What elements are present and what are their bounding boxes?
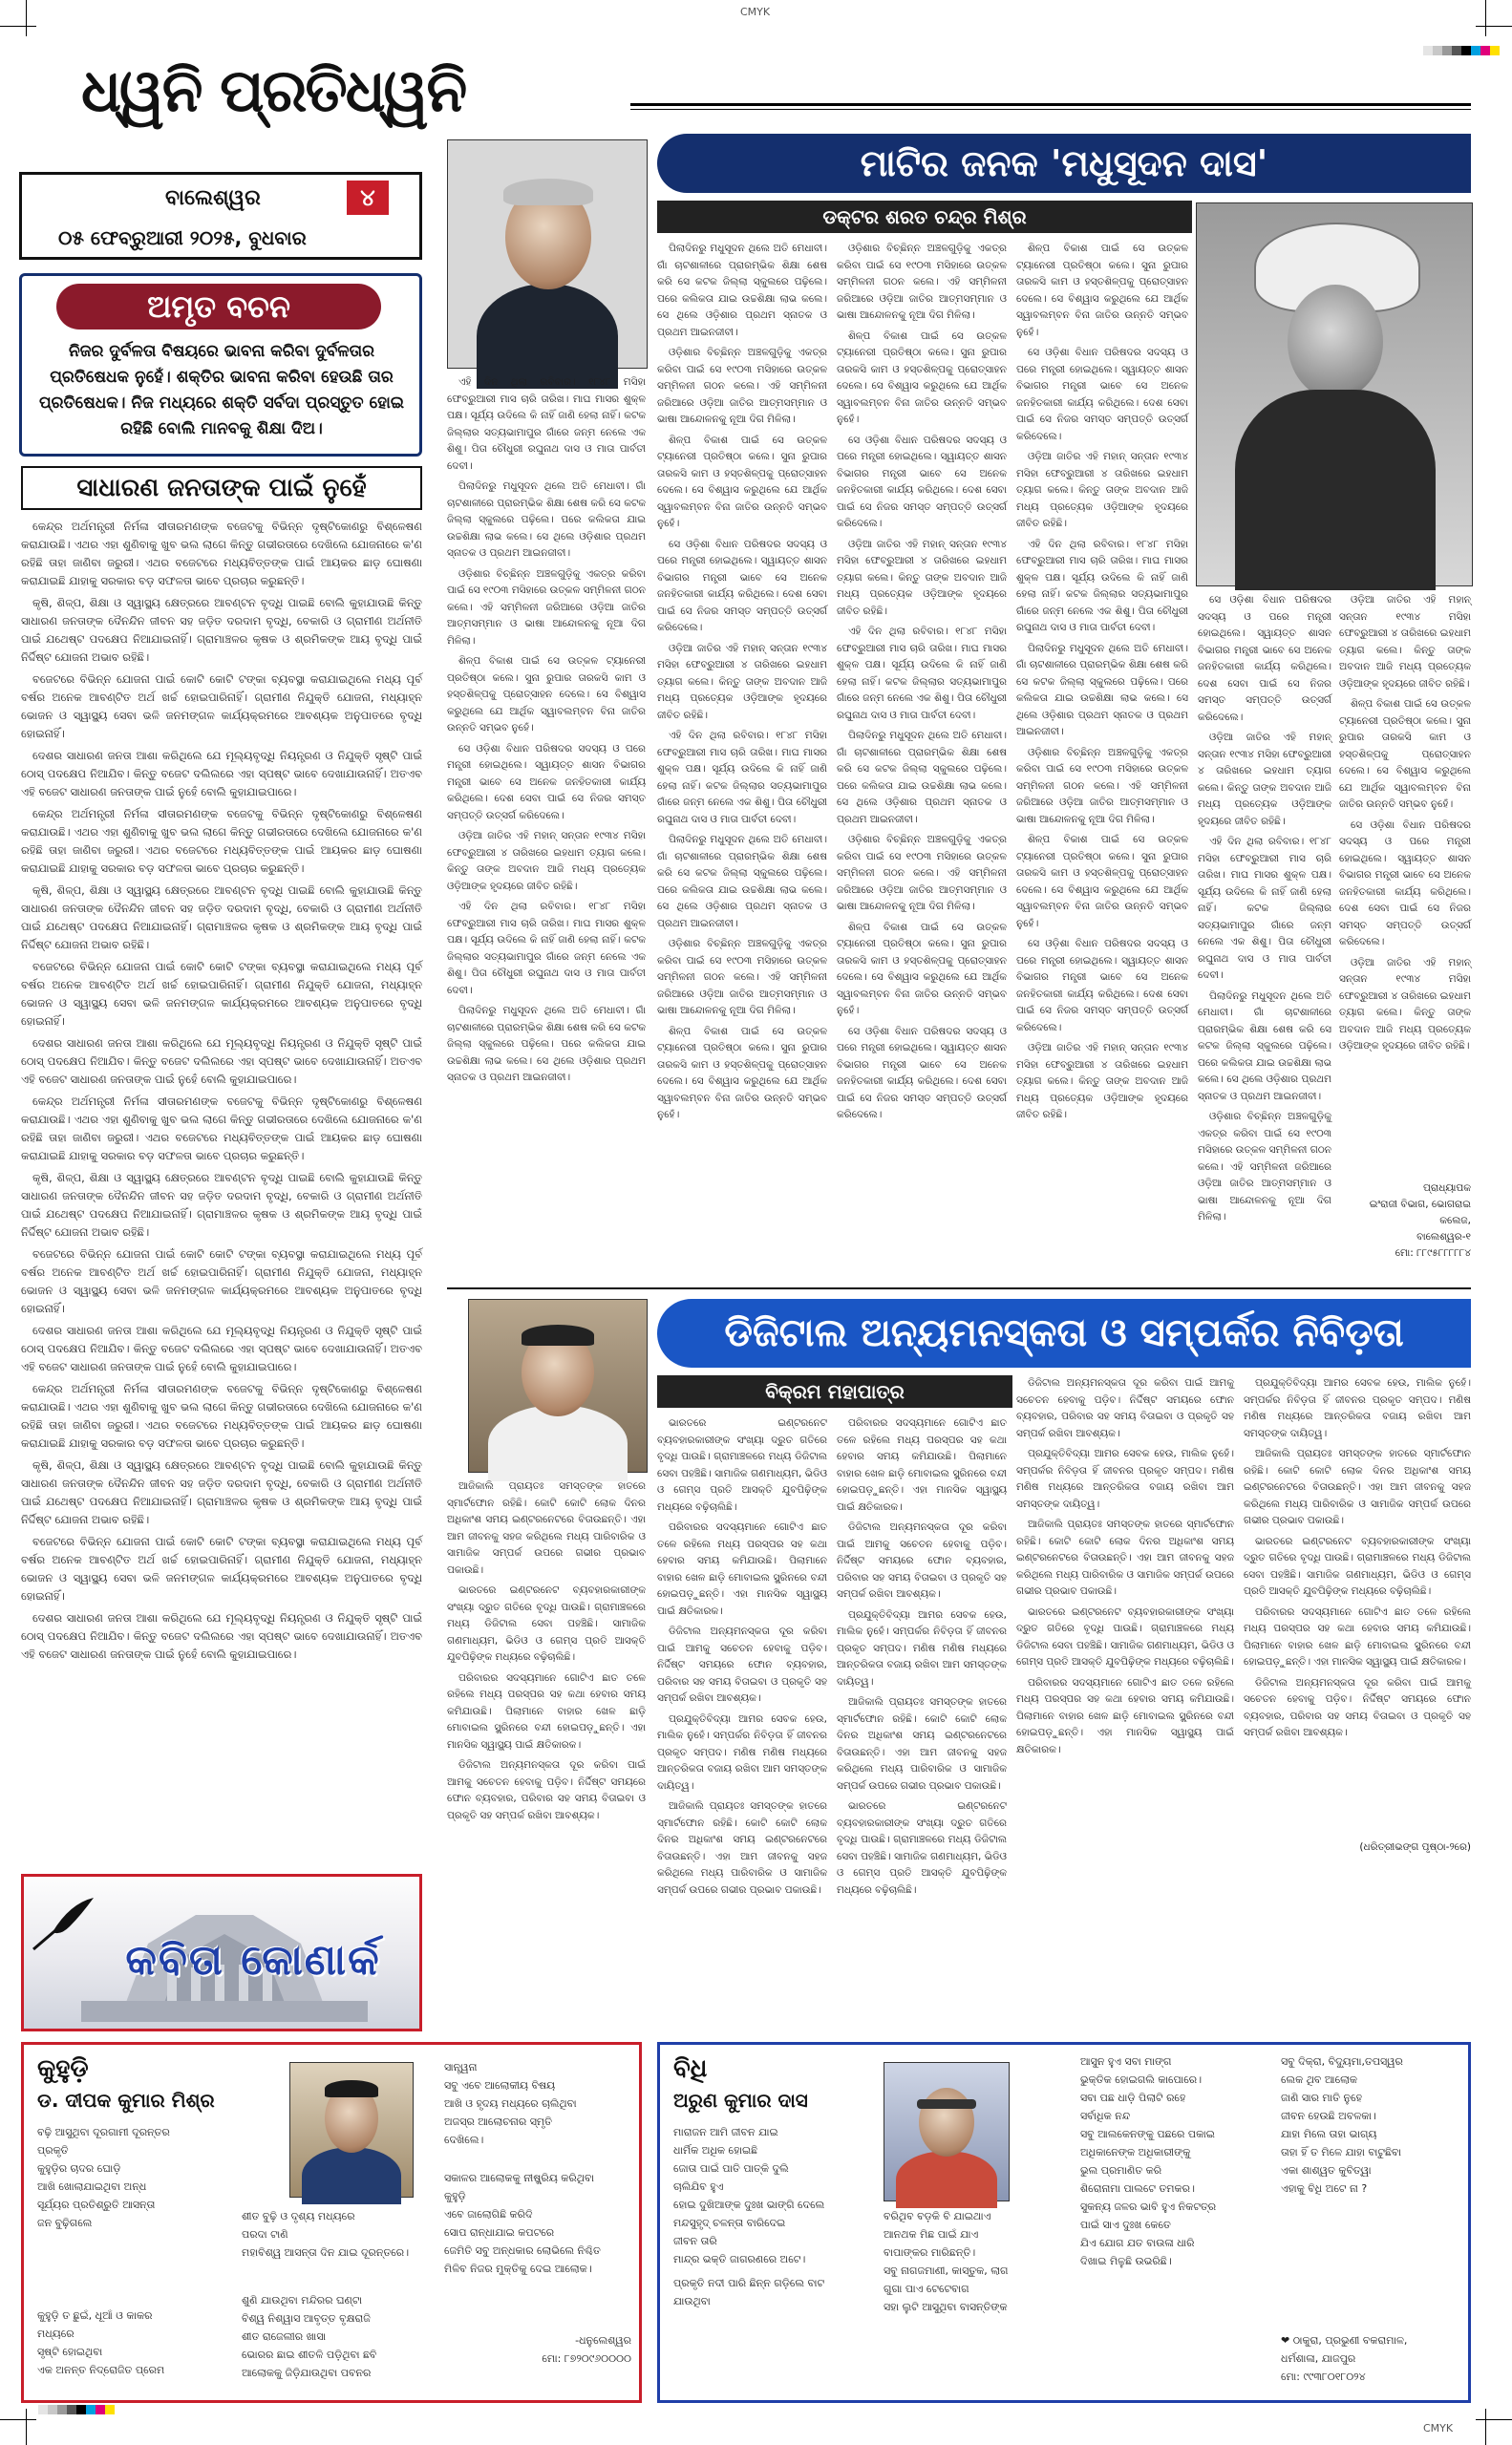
amruta-box: [19, 273, 422, 457]
madhusudan-paragraph: ପିଲାଦିନରୁ ମଧୁସୂଦନ ଥିଲେ ଅତି ମେଧାବୀ। ଗାଁ ଚାଟଶାଳୀରେ ପ୍ରାରମ୍ଭିକ ଶିକ୍ଷା ଶେଷ କରି ସେ କଟକ ଜିଲ୍ଲା ସ୍କୁଲରେ ପଢ଼ିଲେ। ପରେ କଲିକତା ଯାଇ ଉଚ୍ଚଶିକ୍ଷା ଲାଭ କଲେ। ସେ ଥିଲେ ଓଡ଼ିଶାର ପ୍ରଥମ ସ୍ନାତକ ଓ ପ୍ରଥମ ଆଇନଜୀବୀ।: [1198, 989, 1331, 1102]
digital-paragraph: ଡିଜିଟାଲ ଅନ୍ୟମନସ୍କତା ଦୂର କରିବା ପାଇଁ ଆମକୁ ସଚେତନ ହେବାକୁ ପଡ଼ିବ। ନିର୍ଦ୍ଦିଷ୍ଟ ସମୟରେ ଫୋନ ବ୍ୟବହାର, ପରିବାର ସହ ସମୟ ବିତାଇବା ଓ ପ୍ରକୃତି ସହ ସମ୍ପର୍କ ରଖିବା ଆବଶ୍ୟକ।: [447, 1759, 646, 1821]
poem-line: ସବୁ ଆଲକେନଙ୍କୁ ପଛରେ ପକାଇ: [1080, 2128, 1215, 2140]
poem-line: ଭୁକ୍ତିକ ହୋଇଗଲି କାପୋରେ।: [1080, 2073, 1203, 2086]
madhusudan-paragraph: ଓଡ଼ିଆ ଜାତିର ଏହି ମହାନ୍ ସନ୍ତାନ ୧୯୩୪ ମସିହା ଫେବ୍ରୁଆରୀ ୪ ତାରିଖରେ ଇହଧାମ ତ୍ୟାଗ କଲେ। କିନ୍ତୁ ତାଙ୍କ ଅବଦାନ ଆଜି ମଧ୍ୟ ପ୍ରତ୍ୟେକ ଓଡ଼ିଆଙ୍କ ହୃଦୟରେ ଜୀବିତ ରହିଛି।: [1198, 732, 1331, 827]
budget-paragraph: ବଜେଟରେ ବିଭିନ୍ନ ଯୋଜନା ପାଇଁ କୋଟି କୋଟି ଟଙ୍କା ବ୍ୟବସ୍ଥା କରାଯାଇଥିଲେ ମଧ୍ୟ ପୂର୍ବ ବର୍ଷର ଅନେକ ଆବଣ୍ଟିତ ଅର୍ଥ ଖର୍ଚ୍ଚ ହୋଇପାରିନାହିଁ। ଗ୍ରାମୀଣ ନିଯୁକ୍ତି ଯୋଜନା, ମଧ୍ୟାହ୍ନ ଭୋଜନ ଓ ସ୍ୱାସ୍ଥ୍ୟ ସେବା ଭଳି ଜନମଙ୍ଗଳ କାର୍ଯ୍ୟକ୍ରମରେ ଆବଶ୍ୟକ ଅନୁପାତରେ ବୃଦ୍ଧି ହୋଇନାହିଁ।: [21, 960, 422, 1028]
digital-paragraph: ପରିବାରର ସଦସ୍ୟମାନେ ଗୋଟିଏ ଛାତ ତଳେ ରହିଲେ ମଧ୍ୟ ପରସ୍ପର ସହ କଥା ହେବାର ସମୟ କମିଯାଉଛି। ପିଲାମାନେ ବାହାର ଖେଳ ଛାଡ଼ି ମୋବାଇଲ ସ୍କ୍ରିନରେ ବନ୍ଦୀ ହୋଇପଡ଼ୁଛନ୍ତି। ଏହା ମାନସିକ ସ୍ୱାସ୍ଥ୍ୟ ପାଇଁ କ୍ଷତିକାରକ।: [1244, 1605, 1471, 1668]
poem-line: ପରଦା ଟାଣି: [242, 2228, 288, 2241]
madhusudan-paragraph: ସେ ଓଡ଼ିଶା ବିଧାନ ପରିଷଦର ସଦସ୍ୟ ଓ ପରେ ମନ୍ତ୍ରୀ ହୋଇଥିଲେ। ସ୍ୱାୟତ୍ତ ଶାସନ ବିଭାଗର ମନ୍ତ୍ରୀ ଭାବେ ସେ ଅନେକ ଜନହିତକାରୀ କାର୍ଯ୍ୟ କରିଥିଲେ। ଦେଶ ସେବା ପାଇଁ ସେ ନିଜର ସମସ୍ତ ସମ୍ପତ୍ତି ଉତ୍ସର୍ଗ କରିଦେଲେ।: [837, 1025, 1007, 1120]
digital-paragraph: ଆଜିକାଲି ପ୍ରାୟତଃ ସମସ୍ତଙ୍କ ହାତରେ ସ୍ମାର୍ଟଫୋନ ରହିଛି। କୋଟି କୋଟି ଲୋକ ଦିନର ଅଧିକାଂଶ ସମୟ ଇଣ୍ଟରନେଟରେ ବିତାଉଛନ୍ତି। ଏହା ଆମ ଜୀବନକୁ ସହଜ କରିଥିଲେ ମଧ୍ୟ ପାରିବାରିକ ଓ ସାମାଜିକ ସମ୍ପର୍କ ଉପରେ ଗଭୀର ପ୍ରଭାବ ପକାଉଛି।: [1016, 1519, 1234, 1597]
poem-line: ଚାଲିଯିବ ହୁଏ: [673, 2180, 724, 2193]
poem-line: ସୋପ ରାନ୍ଧାଯାଇ କପଟରେ: [444, 2226, 555, 2239]
budget-paragraph: ଦେଶର ସାଧାରଣ ଜନତା ଆଶା କରିଥିଲେ ଯେ ମୂଲ୍ୟବୃଦ୍ଧି ନିୟନ୍ତ୍ରଣ ଓ ନିଯୁକ୍ତି ସୃଷ୍ଟି ପାଇଁ ଠୋସ୍ ପଦକ୍ଷେପ ନିଆଯିବ। କିନ୍ତୁ ବଜେଟ ଦଲିଲରେ ଏହା ସ୍ପଷ୍ଟ ଭାବେ ଦେଖାଯାଉନାହିଁ। ଅତଏବ ଏହି ବଜେଟ ସାଧାରଣ ଜନତାଙ୍କ ପାଇଁ ନୁହେଁ ବୋଲି କୁହାଯାଇପାରେ।: [21, 1324, 422, 1373]
kabita-banner: [21, 1874, 422, 2031]
poem-line: ଜୀବନ ତାରି: [673, 2235, 717, 2247]
digital-paragraph: ଭାରତରେ ଇଣ୍ଟରନେଟ ବ୍ୟବହାରକାରୀଙ୍କ ସଂଖ୍ୟା ଦ୍ରୁତ ଗତିରେ ବୃଦ୍ଧି ପାଉଛି। ଗ୍ରାମାଞ୍ଚଳରେ ମଧ୍ୟ ଡିଜିଟାଲ ସେବା ପହଞ୍ଚିଛି। ସାମାଜିକ ଗଣମାଧ୍ୟମ, ଭିଡିଓ ଓ ଗେମ୍ସ ପ୍ରତି ଆସକ୍ତି ଯୁବପିଢ଼ିଙ୍କ ମଧ୍ୟରେ ବଢ଼ିଚାଲିଛି।: [1244, 1535, 1471, 1597]
crop-mark: [1476, 26, 1512, 27]
madhusudan-paragraph: ଶିଳ୍ପ ବିକାଶ ପାଇଁ ସେ ଉତ୍କଳ ଟ୍ୟାନେରୀ ପ୍ରତିଷ୍ଠା କଲେ। ସୁନା ରୁପାର ତାରକସି କାମ ଓ ହସ୍ତଶିଳ୍ପକୁ ପ୍ରୋତ୍ସାହନ ଦେଲେ। ସେ ବିଶ୍ୱାସ କରୁଥିଲେ ଯେ ଆର୍ଥିକ ସ୍ୱାବଲମ୍ବନ ବିନା ଜାତିର ଉନ୍ନତି ସମ୍ଭବ ନୁହେଁ।: [1016, 243, 1188, 338]
poem-line: ସୃଷ୍ଟି ହୋଇଥିବା: [37, 2346, 103, 2358]
digital-paragraph: ଡିଜିଟାଲ ଅନ୍ୟମନସ୍କତା ଦୂର କରିବା ପାଇଁ ଆମକୁ ସଚେତନ ହେବାକୁ ପଡ଼ିବ। ନିର୍ଦ୍ଦିଷ୍ଟ ସମୟରେ ଫୋନ ବ୍ୟବହାର, ପରିବାର ସହ ସମୟ ବିତାଇବା ଓ ପ୍ରକୃତି ସହ ସମ୍ପର୍କ ରଖିବା ଆବଶ୍ୟକ।: [837, 1521, 1007, 1600]
madhusudan-paragraph: ଓଡ଼ିଆ ଜାତିର ଏହି ମହାନ୍ ସନ୍ତାନ ୧୯୩୪ ମସିହା ଫେବ୍ରୁଆରୀ ୪ ତାରିଖରେ ଇହଧାମ ତ୍ୟାଗ କଲେ। କିନ୍ତୁ ତାଙ୍କ ଅବଦାନ ଆଜି ମଧ୍ୟ ପ୍ରତ୍ୟେକ ଓଡ଼ିଆଙ୍କ ହୃଦୟରେ ଜୀବିତ ରହିଛି।: [1016, 451, 1188, 529]
edition-date: ୦୫ ଫେବ୍ରୁଆରୀ ୨୦୨୫, ବୁଧବାର: [58, 226, 307, 249]
crop-mark: [1476, 2419, 1512, 2420]
poem1-phone: ମୋ: ୮୭୨୦୯୬୦୦୦୦: [542, 2352, 631, 2365]
crop-mark: [26, 2409, 27, 2445]
madhusudan-paragraph: ଓଡ଼ିଆ ଜାତିର ଏହି ମହାନ୍ ସନ୍ତାନ ୧୯୩୪ ମସିହା ଫେବ୍ରୁଆରୀ ୪ ତାରିଖରେ ଇହଧାମ ତ୍ୟାଗ କଲେ। କିନ୍ତୁ ତାଙ୍କ ଅବଦାନ ଆଜି ମଧ୍ୟ ପ୍ରତ୍ୟେକ ଓଡ଼ିଆଙ୍କ ହୃଦୟରେ ଜୀବିତ ରହିଛି।: [657, 642, 827, 721]
poem1-title: କୁହୁଡ଼ି: [37, 2054, 89, 2083]
madhusudan-paragraph: ଓଡ଼ିଆ ଜାତିର ଏହି ମହାନ୍ ସନ୍ତାନ ୧୯୩୪ ମସିହା ଫେବ୍ରୁଆରୀ ୪ ତାରିଖରେ ଇହଧାମ ତ୍ୟାଗ କଲେ। କିନ୍ତୁ ତାଙ୍କ ଅବଦାନ ଆଜି ମଧ୍ୟ ପ୍ରତ୍ୟେକ ଓଡ଼ିଆଙ୍କ ହୃଦୟରେ ଜୀବିତ ରହିଛି।: [837, 538, 1007, 617]
poem-line: ଯାହା ମିଲେ ତାହା ଭାଗ୍ୟ: [1281, 2128, 1377, 2140]
madhusudan-paragraph: ପିଲାଦିନରୁ ମଧୁସୂଦନ ଥିଲେ ଅତି ମେଧାବୀ। ଗାଁ ଚାଟଶାଳୀରେ ପ୍ରାରମ୍ଭିକ ଶିକ୍ଷା ଶେଷ କରି ସେ କଟକ ଜିଲ୍ଲା ସ୍କୁଲରେ ପଢ଼ିଲେ। ପରେ କଲିକତା ଯାଇ ଉଚ୍ଚଶିକ୍ଷା ଲାଭ କଲେ। ସେ ଥିଲେ ଓଡ଼ିଶାର ପ୍ରଥମ ସ୍ନାତକ ଓ ପ୍ରଥମ ଆଇନଜୀବୀ।: [447, 1005, 646, 1083]
poem2-stanza-3: [884, 2207, 1084, 2316]
digital-paragraph: ଡିଜିଟାଲ ଅନ୍ୟମନସ୍କତା ଦୂର କରିବା ପାଇଁ ଆମକୁ ସଚେତନ ହେବାକୁ ପଡ଼ିବ। ନିର୍ଦ୍ଦିଷ୍ଟ ସମୟରେ ଫୋନ ବ୍ୟବହାର, ପରିବାର ସହ ସମୟ ବିତାଇବା ଓ ପ୍ରକୃତି ସହ ସମ୍ପର୍କ ରଖିବା ଆବଶ୍ୟକ।: [657, 1626, 827, 1704]
budget-paragraph: ଦେଶର ସାଧାରଣ ଜନତା ଆଶା କରିଥିଲେ ଯେ ମୂଲ୍ୟବୃଦ୍ଧି ନିୟନ୍ତ୍ରଣ ଓ ନିଯୁକ୍ତି ସୃଷ୍ଟି ପାଇଁ ଠୋସ୍ ପଦକ୍ଷେପ ନିଆଯିବ। କିନ୍ତୁ ବଜେଟ ଦଲିଲରେ ଏହା ସ୍ପଷ୍ଟ ଭାବେ ଦେଖାଯାଉନାହିଁ। ଅତଏବ ଏହି ବଜେଟ ସାଧାରଣ ଜନତାଙ୍କ ପାଇଁ ନୁହେଁ ବୋଲି କୁହାଯାଇପାରେ।: [21, 1036, 422, 1086]
digital-paragraph: ପ୍ରଯୁକ୍ତିବିଦ୍ୟା ଆମର ସେବକ ହେଉ, ମାଲିକ ନୁହେଁ। ସମ୍ପର୍କର ନିବିଡ଼ତା ହିଁ ଜୀବନର ପ୍ରକୃତ ସମ୍ପଦ। ମଣିଷ ମଣିଷ ମଧ୍ୟରେ ଆନ୍ତରିକତା ବଜାୟ ରଖିବା ଆମ ସମସ୍ତଙ୍କ ଦାୟିତ୍ୱ।: [1016, 1448, 1234, 1510]
madhusudan-paragraph: ଓଡ଼ିଶାର ବିଚ୍ଛିନ୍ନ ଅଞ୍ଚଳଗୁଡ଼ିକୁ ଏକତ୍ର କରିବା ପାଇଁ ସେ ୧୯୦୩ ମସିହାରେ ଉତ୍କଳ ସମ୍ମିଳନୀ ଗଠନ କଲେ। ଏହି ସମ୍ମିଳନୀ ଜରିଆରେ ଓଡ଼ିଆ ଜାତିର ଆତ୍ମସମ୍ମାନ ଓ ଭାଷା ଆନ୍ଦୋଳନକୁ ନୂଆ ଦିଗ ମିଳିଲା।: [1016, 746, 1188, 825]
madhusudan-title: ମାଟିର ଜନକ 'ମଧୁସୂଦନ ଦାସ': [657, 134, 1471, 193]
quill-icon: [32, 1894, 98, 1951]
budget-paragraph: କୃଷି, ଶିଳ୍ପ, ଶିକ୍ଷା ଓ ସ୍ୱାସ୍ଥ୍ୟ କ୍ଷେତ୍ରରେ ଆବଣ୍ଟନ ବୃଦ୍ଧି ପାଇଛି ବୋଲି କୁହାଯାଉଛି କିନ୍ତୁ ସାଧାରଣ ଜନତାଙ୍କ ଦୈନନ୍ଦିନ ଜୀବନ ସହ ଜଡ଼ିତ ଦରଦାମ ବୃଦ୍ଧି, ବେକାରି ଓ ଗ୍ରାମୀଣ ଅର୍ଥନୀତି ପାଇଁ ଯଥେଷ୍ଟ ପଦକ୍ଷେପ ନିଆଯାଇନାହିଁ। ଗ୍ରାମାଞ୍ଚଳର କୃଷକ ଓ ଶ୍ରମିକଙ୍କ ଆୟ ବୃଦ୍ଧି ପାଇଁ ନିର୍ଦ୍ଦିଷ୍ଟ ଯୋଜନା ଅଭାବ ରହିଛି।: [21, 883, 422, 951]
madhusudan-paragraph: ଓଡ଼ିଆ ଜାତିର ଏହି ମହାନ୍ ସନ୍ତାନ ୧୯୩୪ ମସିହା ଫେବ୍ରୁଆରୀ ୪ ତାରିଖରେ ଇହଧାମ ତ୍ୟାଗ କଲେ। କିନ୍ତୁ ତାଙ୍କ ଅବଦାନ ଆଜି ମଧ୍ୟ ପ୍ରତ୍ୟେକ ଓଡ଼ିଆଙ୍କ ହୃଦୟରେ ଜୀବିତ ରହିଛି।: [1339, 594, 1471, 690]
digital-paragraph: ପ୍ରଯୁକ୍ତିବିଦ୍ୟା ଆମର ସେବକ ହେଉ, ମାଲିକ ନୁହେଁ। ସମ୍ପର୍କର ନିବିଡ଼ତା ହିଁ ଜୀବନର ପ୍ରକୃତ ସମ୍ପଦ। ମଣିଷ ମଣିଷ ମଧ୍ୟରେ ଆନ୍ତରିକତା ବଜାୟ ରଖିବା ଆମ ସମସ୍ତଙ୍କ ଦାୟିତ୍ୱ।: [657, 1712, 827, 1792]
poem2-phone: ମୋ: ୯୯୩୮୦୧୮୦୨୪: [1281, 2371, 1366, 2383]
budget-paragraph: କେନ୍ଦ୍ର ଅର୍ଥମନ୍ତ୍ରୀ ନିର୍ମଳା ସୀତାରମଣଙ୍କ ବଜେଟକୁ ବିଭିନ୍ନ ଦୃଷ୍ଟିକୋଣରୁ ବିଶ୍ଳେଷଣ କରାଯାଉଛି। ଏଥର ଏହା ଶୁଣିବାକୁ ଖୁବ ଭଲ ଲାଗେ କିନ୍ତୁ ଗଭୀରତାରେ ଦେଖିଲେ ଯୋଜନାରେ କ'ଣ ରହିଛି ତାହା ଜାଣିବା ଜରୁରୀ। ଏଥର ବଜେଟରେ ମଧ୍ୟବିତ୍ତଙ୍କ ପାଇଁ ଆୟକର ଛାଡ଼ ଘୋଷଣା କରାଯାଇଛି ଯାହାକୁ ସରକାର ବଡ଼ ସଫଳତା ଭାବେ ପ୍ରଚାର କରୁଛନ୍ତି।: [21, 1382, 422, 1450]
poem-line: ଆସୁନ ହୁଏ ସବା ମାଙ୍ଗ: [1080, 2055, 1172, 2068]
poem-line: ବିଶ୍ୱ ନିଶ୍ୱାସ ଆବୃତ୍ତ ବୃକ୍ଷରାଜି: [242, 2312, 371, 2325]
madhusudan-paragraph: ସେ ଓଡ଼ିଶା ବିଧାନ ପରିଷଦର ସଦସ୍ୟ ଓ ପରେ ମନ୍ତ୍ରୀ ହୋଇଥିଲେ। ସ୍ୱାୟତ୍ତ ଶାସନ ବିଭାଗର ମନ୍ତ୍ରୀ ଭାବେ ସେ ଅନେକ ଜନହିତକାରୀ କାର୍ଯ୍ୟ କରିଥିଲେ। ଦେଶ ସେବା ପାଇଁ ସେ ନିଜର ସମସ୍ତ ସମ୍ପତ୍ତି ଉତ୍ସର୍ଗ କରିଦେଲେ।: [1198, 594, 1331, 723]
madhusudan-paragraph: ଓଡ଼ିଆ ଜାତିର ଏହି ମହାନ୍ ସନ୍ତାନ ୧୯୩୪ ମସିହା ଫେବ୍ରୁଆରୀ ୪ ତାରିଖରେ ଇହଧାମ ତ୍ୟାଗ କଲେ। କିନ୍ତୁ ତାଙ୍କ ଅବଦାନ ଆଜି ମଧ୍ୟ ପ୍ରତ୍ୟେକ ଓଡ଼ିଆଙ୍କ ହୃଦୟରେ ଜୀବିତ ରହିଛି।: [1339, 956, 1471, 1052]
poem-line: ଶିରୋନାମା ପାଲଟେ ତମକର।: [1080, 2182, 1195, 2195]
poem1-stanza-2: [242, 2207, 433, 2262]
poem-line: ମନ୍ଦସୁହୃଦ୍ ଚଳନ୍ତା ବାରିଦେଇ: [673, 2217, 786, 2229]
madhusudan-paragraph: ଓଡ଼ିଶାର ବିଚ୍ଛିନ୍ନ ଅଞ୍ଚଳଗୁଡ଼ିକୁ ଏକତ୍ର କରିବା ପାଇଁ ସେ ୧୯୦୩ ମସିହାରେ ଉତ୍କଳ ସମ୍ମିଳନୀ ଗଠନ କଲେ। ଏହି ସମ୍ମିଳନୀ ଜରିଆରେ ଓଡ଼ିଆ ଜାତିର ଆତ୍ମସମ୍ମାନ ଓ ଭାଷା ଆନ୍ଦୋଳନକୁ ନୂଆ ଦିଗ ମିଳିଲା।: [657, 938, 827, 1016]
poem-line: ଏହାକୁ ବିଧି ଅଟେ ନା ?: [1281, 2182, 1368, 2195]
madhusudan-paragraph: ସେ ଓଡ଼ିଶା ବିଧାନ ପରିଷଦର ସଦସ୍ୟ ଓ ପରେ ମନ୍ତ୍ରୀ ହୋଇଥିଲେ। ସ୍ୱାୟତ୍ତ ଶାସନ ବିଭାଗର ମନ୍ତ୍ରୀ ଭାବେ ସେ ଅନେକ ଜନହିତକାରୀ କାର୍ଯ୍ୟ କରିଥିଲେ। ଦେଶ ସେବା ପାଇଁ ସେ ନିଜର ସମସ୍ତ ସମ୍ପତ୍ତି ଉତ୍ସର୍ଗ କରିଦେଲେ।: [447, 742, 646, 821]
madhusudan-paragraph: ପିଲାଦିନରୁ ମଧୁସୂଦନ ଥିଲେ ଅତି ମେଧାବୀ। ଗାଁ ଚାଟଶାଳୀରେ ପ୍ରାରମ୍ଭିକ ଶିକ୍ଷା ଶେଷ କରି ସେ କଟକ ଜିଲ୍ଲା ସ୍କୁଲରେ ପଢ଼ିଲେ। ପରେ କଲିକତା ଯାଇ ଉଚ୍ଚଶିକ୍ଷା ଲାଭ କଲେ। ସେ ଥିଲେ ଓଡ଼ିଶାର ପ୍ରଥମ ସ୍ନାତକ ଓ ପ୍ରଥମ ଆଇନଜୀବୀ।: [1016, 642, 1188, 737]
madhusudan-paragraph: ଏହି ଦିନ ଥିଲା ରବିବାର। ୧୮୪୮ ମସିହା ଫେବ୍ରୁଆରୀ ମାସ ଚାରି ତାରିଖ। ମାଘ ମାସର ଶୁକ୍ଳ ପକ୍ଷ। ସୂର୍ଯ୍ୟ ଉଦିଲେ କି ନାହିଁ ଜାଣି ହେଲା ନାହିଁ। କଟକ ଜିଲ୍ଲାର ସତ୍ୟଭାମାପୁର ଗାଁରେ ଜନ୍ମ ନେଲେ ଏକ ଶିଶୁ। ପିତା ଚୌଧୁରୀ ରଘୁନାଥ ଦାସ ଓ ମାତା ପାର୍ବତୀ ଦେବୀ।: [657, 730, 827, 825]
poem-line: ପାଇଁ ସାଏ ଦୁଃଖ କେତେ: [1080, 2219, 1171, 2231]
madhusudan-paragraph: ଶିଳ୍ପ ବିକାଶ ପାଇଁ ସେ ଉତ୍କଳ ଟ୍ୟାନେରୀ ପ୍ରତିଷ୍ଠା କଲେ। ସୁନା ରୁପାର ତାରକସି କାମ ଓ ହସ୍ତଶିଳ୍ପକୁ ପ୍ରୋତ୍ସାହନ ଦେଲେ। ସେ ବିଶ୍ୱାସ କରୁଥିଲେ ଯେ ଆର୍ଥିକ ସ୍ୱାବଲମ୍ବନ ବିନା ଜାତିର ଉନ୍ନତି ସମ୍ଭବ ନୁହେଁ।: [657, 1025, 827, 1120]
digital-paragraph: ପରିବାରର ସଦସ୍ୟମାନେ ଗୋଟିଏ ଛାତ ତଳେ ରହିଲେ ମଧ୍ୟ ପରସ୍ପର ସହ କଥା ହେବାର ସମୟ କମିଯାଉଛି। ପିଲାମାନେ ବାହାର ଖେଳ ଛାଡ଼ି ମୋବାଇଲ ସ୍କ୍ରିନରେ ବନ୍ଦୀ ହୋଇପଡ଼ୁଛନ୍ତି। ଏହା ମାନସିକ ସ୍ୱାସ୍ଥ୍ୟ ପାଇଁ କ୍ଷତିକାରକ।: [447, 1671, 646, 1751]
kabita-title: କବିତା କୋଣାର୍କ: [125, 1936, 381, 1985]
digital-paragraph: ଆଜିକାଲି ପ୍ରାୟତଃ ସମସ୍ତଙ୍କ ହାତରେ ସ୍ମାର୍ଟଫୋନ ରହିଛି। କୋଟି କୋଟି ଲୋକ ଦିନର ଅଧିକାଂଶ ସମୟ ଇଣ୍ଟରନେଟରେ ବିତାଉଛନ୍ତି। ଏହା ଆମ ଜୀବନକୁ ସହଜ କରିଥିଲେ ମଧ୍ୟ ପାରିବାରିକ ଓ ସାମାଜିକ ସମ୍ପର୍କ ଉପରେ ଗଭୀର ପ୍ରଭାବ ପକାଉଛି।: [837, 1696, 1007, 1792]
poem-line: ଏକା ଶାଶ୍ୱତ କୁବିତ୍ୱା: [1281, 2164, 1372, 2177]
madhusudan-signature: [1339, 1180, 1471, 1262]
digital-paragraph: ଭାରତରେ ଇଣ୍ଟରନେଟ ବ୍ୟବହାରକାରୀଙ୍କ ସଂଖ୍ୟା ଦ୍ରୁତ ଗତିରେ ବୃଦ୍ଧି ପାଉଛି। ଗ୍ରାମାଞ୍ଚଳରେ ମଧ୍ୟ ଡିଜିଟାଲ ସେବା ପହଞ୍ଚିଛି। ସାମାଜିକ ଗଣମାଧ୍ୟମ, ଭିଡିଓ ଓ ଗେମ୍ସ ପ୍ରତି ଆସକ୍ତି ଯୁବପିଢ଼ିଙ୍କ ମଧ୍ୟରେ ବଢ଼ିଚାଲିଛି।: [1016, 1605, 1234, 1668]
poem-line: ଆନଥକ ମିଛ ପାଇଁ ଯାଏ: [884, 2228, 979, 2241]
budget-paragraph: କେନ୍ଦ୍ର ଅର୍ଥମନ୍ତ୍ରୀ ନିର୍ମଳା ସୀତାରମଣଙ୍କ ବଜେଟକୁ ବିଭିନ୍ନ ଦୃଷ୍ଟିକୋଣରୁ ବିଶ୍ଳେଷଣ କରାଯାଉଛି। ଏଥର ଏହା ଶୁଣିବାକୁ ଖୁବ ଭଲ ଲାଗେ କିନ୍ତୁ ଗଭୀରତାରେ ଦେଖିଲେ ଯୋଜନାରେ କ'ଣ ରହିଛି ତାହା ଜାଣିବା ଜରୁରୀ। ଏଥର ବଜେଟରେ ମଧ୍ୟବିତ୍ତଙ୍କ ପାଇଁ ଆୟକର ଛାଡ଼ ଘୋଷଣା କରାଯାଇଛି ଯାହାକୁ ସରକାର ବଡ଼ ସଫଳତା ଭାବେ ପ୍ରଚାର କରୁଛନ୍ତି।: [21, 520, 422, 587]
madhusudan-paragraph: ଏହି ଦିନ ଥିଲା ରବିବାର। ୧୮୪୮ ମସିହା ଫେବ୍ରୁଆରୀ ମାସ ଚାରି ତାରିଖ। ମାଘ ମାସର ଶୁକ୍ଳ ପକ୍ଷ। ସୂର୍ଯ୍ୟ ଉଦିଲେ କି ନାହିଁ ଜାଣି ହେଲା ନାହିଁ। କଟକ ଜିଲ୍ଲାର ସତ୍ୟଭାମାପୁର ଗାଁରେ ଜନ୍ମ ନେଲେ ଏକ ଶିଶୁ। ପିତା ଚୌଧୁରୀ ରଘୁନାଥ ଦାସ ଓ ମାତା ପାର୍ବତୀ ଦେବୀ।: [447, 901, 646, 996]
crop-mark: [26, 0, 27, 36]
digital-paragraph: ପ୍ରଯୁକ୍ତିବିଦ୍ୟା ଆମର ସେବକ ହେଉ, ମାଲିକ ନୁହେଁ। ସମ୍ପର୍କର ନିବିଡ଼ତା ହିଁ ଜୀବନର ପ୍ରକୃତ ସମ୍ପଦ। ମଣିଷ ମଣିଷ ମଧ୍ୟରେ ଆନ୍ତରିକତା ବଜାୟ ରଖିବା ଆମ ସମସ୍ତଙ୍କ ଦାୟିତ୍ୱ।: [1244, 1377, 1471, 1439]
madhusudan-paragraph: ସେ ଓଡ଼ିଶା ବିଧାନ ପରିଷଦର ସଦସ୍ୟ ଓ ପରେ ମନ୍ତ୍ରୀ ହୋଇଥିଲେ। ସ୍ୱାୟତ୍ତ ଶାସନ ବିଭାଗର ମନ୍ତ୍ରୀ ଭାବେ ସେ ଅନେକ ଜନହିତକାରୀ କାର୍ଯ୍ୟ କରିଥିଲେ। ଦେଶ ସେବା ପାଇଁ ସେ ନିଜର ସମସ୍ତ ସମ୍ପତ୍ତି ଉତ୍ସର୍ଗ କରିଦେଲେ।: [657, 538, 827, 633]
color-strip: [1423, 46, 1500, 55]
poem-line: ସକାଳର ଆଲୋକକୁ ନୀଷ୍କ୍ରିୟ କରିଥିବା: [444, 2172, 594, 2184]
crop-mark: [0, 2419, 36, 2420]
poem-line: ହୋଇ ଦୁଖିଆଙ୍କ ଦୁଃଖ ଭାଙ୍ଗି ଦେଲେ: [673, 2199, 825, 2211]
poem-line: ମାରାଜନ ଆମି ଜୀବନ ଯାଇ: [673, 2126, 778, 2138]
madhusudan-paragraph: ପିଲାଦିନରୁ ମଧୁସୂଦନ ଥିଲେ ଅତି ମେଧାବୀ। ଗାଁ ଚାଟଶାଳୀରେ ପ୍ରାରମ୍ଭିକ ଶିକ୍ଷା ଶେଷ କରି ସେ କଟକ ଜିଲ୍ଲା ସ୍କୁଲରେ ପଢ଼ିଲେ। ପରେ କଲିକତା ଯାଇ ଉଚ୍ଚଶିକ୍ଷା ଲାଭ କଲେ। ସେ ଥିଲେ ଓଡ଼ିଶାର ପ୍ରଥମ ସ୍ନାତକ ଓ ପ୍ରଥମ ଆଇନଜୀବୀ।: [837, 730, 1007, 825]
cmk-label-bottom: CMYK: [1423, 2422, 1454, 2434]
digital-col-3: [837, 1415, 1007, 1896]
budget-paragraph: କେନ୍ଦ୍ର ଅର୍ଥମନ୍ତ୍ରୀ ନିର୍ମଳା ସୀତାରମଣଙ୍କ ବଜେଟକୁ ବିଭିନ୍ନ ଦୃଷ୍ଟିକୋଣରୁ ବିଶ୍ଳେଷଣ କରାଯାଉଛି। ଏଥର ଏହା ଶୁଣିବାକୁ ଖୁବ ଭଲ ଲାଗେ କିନ୍ତୁ ଗଭୀରତାରେ ଦେଖିଲେ ଯୋଜନାରେ କ'ଣ ରହିଛି ତାହା ଜାଣିବା ଜରୁରୀ। ଏଥର ବଜେଟରେ ମଧ୍ୟବିତ୍ତଙ୍କ ପାଇଁ ଆୟକର ଛାଡ଼ ଘୋଷଣା କରାଯାଇଛି ଯାହାକୁ ସରକାର ବଡ଼ ସଫଳତା ଭାବେ ପ୍ରଚାର କରୁଛନ୍ତି।: [21, 1095, 422, 1162]
poem-line: ଯିଏ ଯୋଗ ଯତ ବାଉଳା ଧାରି: [1080, 2237, 1195, 2249]
signature-dept: ଇଂରାଜୀ ବିଭାଗ, ଭୋଗରାଇ କଲେଜ,: [1369, 1199, 1471, 1226]
poem1-sign: -ଧନୁଲେଶ୍ୱର: [575, 2334, 631, 2347]
madhusudan-paragraph: ଓଡ଼ିଆ ଜାତିର ଏହି ମହାନ୍ ସନ୍ତାନ ୧୯୩୪ ମସିହା ଫେବ୍ରୁଆରୀ ୪ ତାରିଖରେ ଇହଧାମ ତ୍ୟାଗ କଲେ। କିନ୍ତୁ ତାଙ୍କ ଅବଦାନ ଆଜି ମଧ୍ୟ ପ୍ରତ୍ୟେକ ଓଡ଼ିଆଙ୍କ ହୃଦୟରେ ଜୀବିତ ରହିଛି।: [447, 830, 646, 892]
digital-title: ଡିଜିଟାଲ ଅନ୍ୟମନସ୍କତା ଓ ସମ୍ପର୍କର ନିବିଡ଼ତା: [657, 1299, 1471, 1368]
poem-line: ସବା ପଛ ଧାଡ଼ି ପିଲାଟି ରହେ: [1080, 2092, 1186, 2104]
madhusudan-col-6: [1339, 592, 1471, 1175]
poem-line: ଯାଉଥିବା: [673, 2295, 711, 2307]
poem-line: ଦିଖାଇ ମିଳୁଛି ଉଭରିଛି।: [1080, 2255, 1172, 2267]
poem-line: ମହାବିଶ୍ୱ ଆସନ୍ତା ଦିନ ଯାଇ ଦୂରନ୍ତରେ।: [242, 2246, 410, 2259]
poem-line: ସବୁ ଏବେ ଆଲୋକୀୟ ବିଷୟ: [444, 2079, 556, 2092]
poem-line: ଆଲୋକକୁ ଜିଡ଼ିଯାଉଥିବା ପବନର: [242, 2367, 372, 2379]
poem-line: ଜାଣି ସାର ମାତି ନୁହେ: [1281, 2092, 1363, 2104]
digital-paragraph: ପରିବାରର ସଦସ୍ୟମାନେ ଗୋଟିଏ ଛାତ ତଳେ ରହିଲେ ମଧ୍ୟ ପରସ୍ପର ସହ କଥା ହେବାର ସମୟ କମିଯାଉଛି। ପିଲାମାନେ ବାହାର ଖେଳ ଛାଡ଼ି ମୋବାଇଲ ସ୍କ୍ରିନରେ ବନ୍ଦୀ ହୋଇପଡ଼ୁଛନ୍ତି। ଏହା ମାନସିକ ସ୍ୱାସ୍ଥ୍ୟ ପାଇଁ କ୍ଷତିକାରକ।: [837, 1417, 1007, 1513]
poem-line: ମଧ୍ୟରେ: [37, 2328, 75, 2340]
poem-line: ବରିଥିବ ବଡ଼କି ବି ଯାଇଥାଏ: [884, 2210, 991, 2222]
color-strip: [38, 2405, 115, 2414]
madhusudan-col-4: [1016, 241, 1188, 1282]
digital-paragraph: ଭାରତରେ ଇଣ୍ଟରନେଟ ବ୍ୟବହାରକାରୀଙ୍କ ସଂଖ୍ୟା ଦ୍ରୁତ ଗତିରେ ବୃଦ୍ଧି ପାଉଛି। ଗ୍ରାମାଞ୍ଚଳରେ ମଧ୍ୟ ଡିଜିଟାଲ ସେବା ପହଞ୍ଚିଛି। ସାମାଜିକ ଗଣମାଧ୍ୟମ, ଭିଡିଓ ଓ ଗେମ୍ସ ପ୍ରତି ଆସକ୍ତି ଯୁବପିଢ଼ିଙ୍କ ମଧ୍ୟରେ ବଢ଼ିଚାଲିଛି।: [657, 1417, 827, 1513]
madhusudan-paragraph: ଓଡ଼ିଶାର ବିଚ୍ଛିନ୍ନ ଅଞ୍ଚଳଗୁଡ଼ିକୁ ଏକତ୍ର କରିବା ପାଇଁ ସେ ୧୯୦୩ ମସିହାରେ ଉତ୍କଳ ସମ୍ମିଳନୀ ଗଠନ କଲେ। ଏହି ସମ୍ମିଳନୀ ଜରିଆରେ ଓଡ଼ିଆ ଜାତିର ଆତ୍ମସମ୍ମାନ ଓ ଭାଷା ଆନ୍ଦୋଳନକୁ ନୂଆ ଦିଗ ମିଳିଲା।: [1198, 1111, 1331, 1222]
crop-mark: [0, 26, 36, 27]
madhusudan-paragraph: ଓଡ଼ିଶାର ବିଚ୍ଛିନ୍ନ ଅଞ୍ଚଳଗୁଡ଼ିକୁ ଏକତ୍ର କରିବା ପାଇଁ ସେ ୧୯୦୩ ମସିହାରେ ଉତ୍କଳ ସମ୍ମିଳନୀ ଗଠନ କଲେ। ଏହି ସମ୍ମିଳନୀ ଜରିଆରେ ଓଡ଼ିଆ ଜାତିର ଆତ୍ମସମ୍ମାନ ଓ ଭାଷା ଆନ୍ଦୋଳନକୁ ନୂଆ ଦିଗ ମିଳିଲା।: [837, 243, 1007, 321]
digital-paragraph: ଆଜିକାଲି ପ୍ରାୟତଃ ସମସ୍ତଙ୍କ ହାତରେ ସ୍ମାର୍ଟଫୋନ ରହିଛି। କୋଟି କୋଟି ଲୋକ ଦିନର ଅଧିକାଂଶ ସମୟ ଇଣ୍ଟରନେଟରେ ବିତାଉଛନ୍ତି। ଏହା ଆମ ଜୀବନକୁ ସହଜ କରିଥିଲେ ମଧ୍ୟ ପାରିବାରିକ ଓ ସାମାଜିକ ସମ୍ପର୍କ ଉପରେ ଗଭୀର ପ୍ରଭାବ ପକାଉଛି।: [1244, 1448, 1471, 1526]
budget-paragraph: ବଜେଟରେ ବିଭିନ୍ନ ଯୋଜନା ପାଇଁ କୋଟି କୋଟି ଟଙ୍କା ବ୍ୟବସ୍ଥା କରାଯାଇଥିଲେ ମଧ୍ୟ ପୂର୍ବ ବର୍ଷର ଅନେକ ଆବଣ୍ଟିତ ଅର୍ଥ ଖର୍ଚ୍ଚ ହୋଇପାରିନାହିଁ। ଗ୍ରାମୀଣ ନିଯୁକ୍ତି ଯୋଜନା, ମଧ୍ୟାହ୍ନ ଭୋଜନ ଓ ସ୍ୱାସ୍ଥ୍ୟ ସେବା ଭଳି ଜନମଙ୍ଗଳ କାର୍ଯ୍ୟକ୍ରମରେ ଆବଶ୍ୟକ ଅନୁପାତରେ ବୃଦ୍ଧି ହୋଇନାହିଁ।: [21, 1247, 422, 1315]
digital-paragraph: ଭାରତରେ ଇଣ୍ଟରନେଟ ବ୍ୟବହାରକାରୀଙ୍କ ସଂଖ୍ୟା ଦ୍ରୁତ ଗତିରେ ବୃଦ୍ଧି ପାଉଛି। ଗ୍ରାମାଞ୍ଚଳରେ ମଧ୍ୟ ଡିଜିଟାଲ ସେବା ପହଞ୍ଚିଛି। ସାମାଜିକ ଗଣମାଧ୍ୟମ, ଭିଡିଓ ଓ ଗେମ୍ସ ପ୍ରତି ଆସକ୍ତି ଯୁବପିଢ଼ିଙ୍କ ମଧ୍ୟରେ ବଢ଼ିଚାଲିଛି।: [837, 1800, 1007, 1896]
madhusudan-paragraph: ଶିଳ୍ପ ବିକାଶ ପାଇଁ ସେ ଉତ୍କଳ ଟ୍ୟାନେରୀ ପ୍ରତିଷ୍ଠା କଲେ। ସୁନା ରୁପାର ତାରକସି କାମ ଓ ହସ୍ତଶିଳ୍ପକୁ ପ୍ରୋତ୍ସାହନ ଦେଲେ। ସେ ବିଶ୍ୱାସ କରୁଥିଲେ ଯେ ଆର୍ଥିକ ସ୍ୱାବଲମ୍ବନ ବିନା ଜାତିର ଉନ୍ନତି ସମ୍ଭବ ନୁହେଁ।: [657, 434, 827, 529]
poem-line: ସୁକନ୍ୟ ଜଳର ଭାବି ହୁଏ ନିକଟତ୍ର: [1080, 2200, 1217, 2213]
poem-line: ଜୋତା ପାଇଁ ପାତି ପାତ୍କି ଦୁଲି: [673, 2162, 789, 2175]
madhusudan-paragraph: ପିଲାଦିନରୁ ମଧୁସୂଦନ ଥିଲେ ଅତି ମେଧାବୀ। ଗାଁ ଚାଟଶାଳୀରେ ପ୍ରାରମ୍ଭିକ ଶିକ୍ଷା ଶେଷ କରି ସେ କଟକ ଜିଲ୍ଲା ସ୍କୁଲରେ ପଢ଼ିଲେ। ପରେ କଲିକତା ଯାଇ ଉଚ୍ଚଶିକ୍ଷା ଲାଭ କଲେ। ସେ ଥିଲେ ଓଡ଼ିଶାର ପ୍ରଥମ ସ୍ନାତକ ଓ ପ୍ରଥମ ଆଇନଜୀବୀ।: [657, 834, 827, 929]
masthead-rule: [630, 103, 1471, 110]
digital-author: ବିକ୍ରମ ମହାପାତ୍ର: [657, 1375, 1012, 1408]
digital-col-5: [1244, 1375, 1471, 1839]
poem2-stanza-1: [673, 2123, 880, 2268]
madhusudan-paragraph: ପିଲାଦିନରୁ ମଧୁସୂଦନ ଥିଲେ ଅତି ମେଧାବୀ। ଗାଁ ଚାଟଶାଳୀରେ ପ୍ରାରମ୍ଭିକ ଶିକ୍ଷା ଶେଷ କରି ସେ କଟକ ଜିଲ୍ଲା ସ୍କୁଲରେ ପଢ଼ିଲେ। ପରେ କଲିକତା ଯାଇ ଉଚ୍ଚଶିକ୍ଷା ଲାଭ କଲେ। ସେ ଥିଲେ ଓଡ଼ିଶାର ପ୍ରଥମ ସ୍ନାତକ ଓ ପ୍ରଥମ ଆଇନଜୀବୀ।: [657, 243, 827, 338]
poem-line: ଶୀତ ବୁଢ଼ି ଓ ଦୃଶ୍ୟ ମଧ୍ୟରେ: [242, 2210, 355, 2222]
poem-line: ଅଧିକାନେଙ୍କ ଅଧିକାରୀଙ୍କୁ: [1080, 2146, 1191, 2158]
madhusudan-col-5: [1198, 592, 1331, 1282]
poem2-signature: [1281, 2331, 1462, 2386]
poem-line: ତାହା ହିଁ ତ ମିଳେ ଯାହା ବାଟୁଛିବା: [1281, 2146, 1402, 2158]
poem-line: ଦେଖିଲେ।: [444, 2134, 484, 2146]
poem2-author-photo: [884, 2062, 1010, 2201]
madhusudan-paragraph: ଶିଳ୍ପ ବିକାଶ ପାଇଁ ସେ ଉତ୍କଳ ଟ୍ୟାନେରୀ ପ୍ରତିଷ୍ଠା କଲେ। ସୁନା ରୁପାର ତାରକସି କାମ ଓ ହସ୍ତଶିଳ୍ପକୁ ପ୍ରୋତ୍ସାହନ ଦେଲେ। ସେ ବିଶ୍ୱାସ କରୁଥିଲେ ଯେ ଆର୍ଥିକ ସ୍ୱାବଲମ୍ବନ ବିନା ଜାତିର ଉନ୍ନତି ସମ୍ଭବ ନୁହେଁ।: [447, 655, 646, 734]
budget-title: ସାଧାରଣ ଜନତାଙ୍କ ପାଇଁ ନୁହେଁ: [21, 466, 422, 510]
poem1-stanza-5: [444, 2058, 635, 2149]
poem-line: କୁହୁଡ଼ି: [444, 2190, 466, 2202]
madhusudan-paragraph: ଓଡ଼ିଆ ଜାତିର ଏହି ମହାନ୍ ସନ୍ତାନ ୧୯୩୪ ମସିହା ଫେବ୍ରୁଆରୀ ୪ ତାରିଖରେ ଇହଧାମ ତ୍ୟାଗ କଲେ। କିନ୍ତୁ ତାଙ୍କ ଅବଦାନ ଆଜି ମଧ୍ୟ ପ୍ରତ୍ୟେକ ଓଡ଼ିଆଙ୍କ ହୃଦୟରେ ଜୀବିତ ରହିଛି।: [1016, 1042, 1188, 1120]
poem2-box: [657, 2042, 1471, 2403]
madhusudan-paragraph: ଏହି ଦିନ ଥିଲା ରବିବାର। ୧୮୪୮ ମସିହା ଫେବ୍ରୁଆରୀ ମାସ ଚାରି ତାରିଖ। ମାଘ ମାସର ଶୁକ୍ଳ ପକ୍ଷ। ସୂର୍ଯ୍ୟ ଉଦିଲେ କି ନାହିଁ ଜାଣି ହେଲା ନାହିଁ। କଟକ ଜିଲ୍ଲାର ସତ୍ୟଭାମାପୁର ଗାଁରେ ଜନ୍ମ ନେଲେ ଏକ ଶିଶୁ। ପିତା ଚୌଧୁରୀ ରଘୁନାଥ ଦାସ ଓ ମାତା ପାର୍ବତୀ ଦେବୀ।: [1016, 538, 1188, 633]
budget-paragraph: କୃଷି, ଶିଳ୍ପ, ଶିକ୍ଷା ଓ ସ୍ୱାସ୍ଥ୍ୟ କ୍ଷେତ୍ରରେ ଆବଣ୍ଟନ ବୃଦ୍ଧି ପାଇଛି ବୋଲି କୁହାଯାଉଛି କିନ୍ତୁ ସାଧାରଣ ଜନତାଙ୍କ ଦୈନନ୍ଦିନ ଜୀବନ ସହ ଜଡ଼ିତ ଦରଦାମ ବୃଦ୍ଧି, ବେକାରି ଓ ଗ୍ରାମୀଣ ଅର୍ଥନୀତି ପାଇଁ ଯଥେଷ୍ଟ ପଦକ୍ଷେପ ନିଆଯାଇନାହିଁ। ଗ୍ରାମାଞ୍ଚଳର କୃଷକ ଓ ଶ୍ରମିକଙ୍କ ଆୟ ବୃଦ୍ଧି ପାଇଁ ନିର୍ଦ୍ଦିଷ୍ଟ ଯୋଜନା ଅଭାବ ରହିଛି।: [21, 596, 422, 664]
poem1-box: [21, 2042, 642, 2403]
poem2-stanza-4: [1080, 2052, 1271, 2270]
budget-paragraph: ଦେଶର ସାଧାରଣ ଜନତା ଆଶା କରିଥିଲେ ଯେ ମୂଲ୍ୟବୃଦ୍ଧି ନିୟନ୍ତ୍ରଣ ଓ ନିଯୁକ୍ତି ସୃଷ୍ଟି ପାଇଁ ଠୋସ୍ ପଦକ୍ଷେପ ନିଆଯିବ। କିନ୍ତୁ ବଜେଟ ଦଲିଲରେ ଏହା ସ୍ପଷ୍ଟ ଭାବେ ଦେଖାଯାଉନାହିଁ। ଅତଏବ ଏହି ବଜେଟ ସାଧାରଣ ଜନତାଙ୍କ ପାଇଁ ନୁହେଁ ବୋଲି କୁହାଯାଇପାରେ।: [21, 749, 422, 798]
poem1-stanza-6: [444, 2169, 635, 2278]
poem2-stanza-5: [1281, 2052, 1462, 2198]
poem-line: ଅଜସ୍ର ଆଲୋଚନାର ସ୍ମୃତି: [444, 2115, 552, 2128]
madhusudan-col-3: [837, 241, 1007, 1282]
poem-line: ଶୁଣି ଯାଉଥିବା ମନ୍ଦିରର ଘଣ୍ଟା: [242, 2294, 362, 2307]
poem2-title: ବିଧି: [673, 2054, 708, 2083]
poem1-author-photo: [289, 2062, 414, 2198]
signature-name: ପ୍ରାଧ୍ୟାପକ: [1423, 1182, 1471, 1194]
poem-line: ଜନ ବୁଢ଼ିଗଲେ: [37, 2217, 93, 2229]
poem-line: ଜୀବନ ହେଉଛି ଅବଳକା।: [1281, 2110, 1376, 2122]
poem2-sign-name: ❤ ଠାକୁରା, ପ୍ରଭୁଣୀ ବକରାମାଳ,: [1281, 2334, 1408, 2347]
poem1-stanza-4: [242, 2291, 433, 2382]
digital-author-photo: [468, 1299, 648, 1473]
digital-paragraph: ପ୍ରଯୁକ୍ତିବିଦ୍ୟା ଆମର ସେବକ ହେଉ, ମାଲିକ ନୁହେଁ। ସମ୍ପର୍କର ନିବିଡ଼ତା ହିଁ ଜୀବନର ପ୍ରକୃତ ସମ୍ପଦ। ମଣିଷ ମଣିଷ ମଧ୍ୟରେ ଆନ୍ତରିକତା ବଜାୟ ରଖିବା ଆମ ସମସ୍ତଙ୍କ ଦାୟିତ୍ୱ।: [837, 1608, 1007, 1688]
amruta-title: ଅମୃତ ବଚନ: [56, 284, 381, 330]
madhusudan-paragraph: ଏହି ଦିନ ଥିଲା ରବିବାର। ୧୮୪୮ ମସିହା ଫେବ୍ରୁଆରୀ ମାସ ଚାରି ତାରିଖ। ମାଘ ମାସର ଶୁକ୍ଳ ପକ୍ଷ। ସୂର୍ଯ୍ୟ ଉଦିଲେ କି ନାହିଁ ଜାଣି ହେଲା ନାହିଁ। କଟକ ଜିଲ୍ଲାର ସତ୍ୟଭାମାପୁର ଗାଁରେ ଜନ୍ମ ନେଲେ ଏକ ଶିଶୁ। ପିତା ଚୌଧୁରୀ ରଘୁନାଥ ଦାସ ଓ ମାତା ପାର୍ବତୀ ଦେବୀ।: [447, 376, 646, 472]
budget-paragraph: ବଜେଟରେ ବିଭିନ୍ନ ଯୋଜନା ପାଇଁ କୋଟି କୋଟି ଟଙ୍କା ବ୍ୟବସ୍ଥା କରାଯାଇଥିଲେ ମଧ୍ୟ ପୂର୍ବ ବର୍ଷର ଅନେକ ଆବଣ୍ଟିତ ଅର୍ଥ ଖର୍ଚ୍ଚ ହୋଇପାରିନାହିଁ। ଗ୍ରାମୀଣ ନିଯୁକ୍ତି ଯୋଜନା, ମଧ୍ୟାହ୍ନ ଭୋଜନ ଓ ସ୍ୱାସ୍ଥ୍ୟ ସେବା ଭଳି ଜନମଙ୍ଗଳ କାର୍ଯ୍ୟକ୍ରମରେ ଆବଶ୍ୟକ ଅନୁପାତରେ ବୃଦ୍ଧି ହୋଇନାହିଁ।: [21, 672, 422, 740]
poem-line: ପ୍ରକୃତି: [37, 2144, 69, 2157]
amruta-text: ନିଜର ଦୁର୍ବଳତା ବିଷୟରେ ଭାବନା କରିବା ଦୁର୍ବଳତାର ପ୍ରତିଷେଧକ ନୁହେଁ। ଶକ୍ତିର ଭାବନା କରିବା ହେଉଛି ତାର ପ୍ରତିଷେଧକ। ନିଜ ମଧ୍ୟରେ ଶକ୍ତି ସର୍ବଦା ପ୍ରସ୍ତୁତ ହୋଇ ରହିଛି ବୋଲି ମାନବକୁ ଶିକ୍ଷା ଦିଅ।: [38, 342, 405, 438]
madhusudan-paragraph: ଏହି ଦିନ ଥିଲା ରବିବାର। ୧୮୪୮ ମସିହା ଫେବ୍ରୁଆରୀ ମାସ ଚାରି ତାରିଖ। ମାଘ ମାସର ଶୁକ୍ଳ ପକ୍ଷ। ସୂର୍ଯ୍ୟ ଉଦିଲେ କି ନାହିଁ ଜାଣି ହେଲା ନାହିଁ। କଟକ ଜିଲ୍ଲାର ସତ୍ୟଭାମାପୁର ଗାଁରେ ଜନ୍ମ ନେଲେ ଏକ ଶିଶୁ। ପିତା ଚୌଧୁରୀ ରଘୁନାଥ ଦାସ ଓ ମାତା ପାର୍ବତୀ ଦେବୀ।: [1198, 836, 1331, 981]
madhusudan-paragraph: ଶିଳ୍ପ ବିକାଶ ପାଇଁ ସେ ଉତ୍କଳ ଟ୍ୟାନେରୀ ପ୍ରତିଷ୍ଠା କଲେ। ସୁନା ରୁପାର ତାରକସି କାମ ଓ ହସ୍ତଶିଳ୍ପକୁ ପ୍ରୋତ୍ସାହନ ଦେଲେ। ସେ ବିଶ୍ୱାସ କରୁଥିଲେ ଯେ ଆର୍ଥିକ ସ୍ୱାବଲମ୍ବନ ବିନା ଜାତିର ଉନ୍ନତି ସମ୍ଭବ ନୁହେଁ।: [837, 921, 1007, 1016]
digital-paragraph: ଡିଜିଟାଲ ଅନ୍ୟମନସ୍କତା ଦୂର କରିବା ପାଇଁ ଆମକୁ ସଚେତନ ହେବାକୁ ପଡ଼ିବ। ନିର୍ଦ୍ଦିଷ୍ଟ ସମୟରେ ଫୋନ ବ୍ୟବହାର, ପରିବାର ସହ ସମୟ ବିତାଇବା ଓ ପ୍ରକୃତି ସହ ସମ୍ପର୍କ ରଖିବା ଆବଶ୍ୟକ।: [1244, 1676, 1471, 1738]
poem-line: ମିଳିବ ନିଜର ମୁକ୍ତିକୁ ଦେଇ ଆଲୋକ।: [444, 2263, 592, 2275]
budget-body: [21, 518, 422, 1860]
poem-line: ଭୋରର ଛାଇ ଶୀତଳି ପଡ଼ିଥିବା ଛବି: [242, 2349, 377, 2361]
poem-line: ସୂର୍ଯ୍ୟର ପ୍ରତିଶ୍ରୁତି ଆସନ୍ତା: [37, 2199, 156, 2211]
digital-paragraph: ପରିବାରର ସଦସ୍ୟମାନେ ଗୋଟିଏ ଛାତ ତଳେ ରହିଲେ ମଧ୍ୟ ପରସ୍ପର ସହ କଥା ହେବାର ସମୟ କମିଯାଉଛି। ପିଲାମାନେ ବାହାର ଖେଳ ଛାଡ଼ି ମୋବାଇଲ ସ୍କ୍ରିନରେ ବନ୍ଦୀ ହୋଇପଡ଼ୁଛନ୍ତି। ଏହା ମାନସିକ ସ୍ୱାସ୍ଥ୍ୟ ପାଇଁ କ୍ଷତିକାରକ।: [657, 1521, 827, 1617]
madhusudan-author: ଡକ୍ଟର ଶରତ ଚନ୍ଦ୍ର ମିଶ୍ର: [657, 201, 1192, 233]
crop-mark: [1485, 0, 1486, 36]
poem1-author: ଡ. ଦୀପକ କୁମାର ମିଶ୍ର: [37, 2089, 215, 2112]
digital-paragraph: ଆଜିକାଲି ପ୍ରାୟତଃ ସମସ୍ତଙ୍କ ହାତରେ ସ୍ମାର୍ଟଫୋନ ରହିଛି। କୋଟି କୋଟି ଲୋକ ଦିନର ଅଧିକାଂଶ ସମୟ ଇଣ୍ଟରନେଟରେ ବିତାଉଛନ୍ତି। ଏହା ଆମ ଜୀବନକୁ ସହଜ କରିଥିଲେ ମଧ୍ୟ ପାରିବାରିକ ଓ ସାମାଜିକ ସମ୍ପର୍କ ଉପରେ ଗଭୀର ପ୍ରଭାବ ପକାଉଛି।: [447, 1480, 646, 1576]
digital-col-2: [657, 1415, 827, 1896]
poem1-stanza-3: [37, 2307, 238, 2379]
edition-box: [19, 172, 422, 260]
poem-line: ସବୁ ନାଗଜମାଣୀ, କାସ୍ତୁକ, ଲାଗ: [884, 2264, 1009, 2277]
budget-paragraph: କୃଷି, ଶିଳ୍ପ, ଶିକ୍ଷା ଓ ସ୍ୱାସ୍ଥ୍ୟ କ୍ଷେତ୍ରରେ ଆବଣ୍ଟନ ବୃଦ୍ଧି ପାଇଛି ବୋଲି କୁହାଯାଉଛି କିନ୍ତୁ ସାଧାରଣ ଜନତାଙ୍କ ଦୈନନ୍ଦିନ ଜୀବନ ସହ ଜଡ଼ିତ ଦରଦାମ ବୃଦ୍ଧି, ବେକାରି ଓ ଗ୍ରାମୀଣ ଅର୍ଥନୀତି ପାଇଁ ଯଥେଷ୍ଟ ପଦକ୍ଷେପ ନିଆଯାଇନାହିଁ। ଗ୍ରାମାଞ୍ଚଳର କୃଷକ ଓ ଶ୍ରମିକଙ୍କ ଆୟ ବୃଦ୍ଧି ପାଇଁ ନିର୍ଦ୍ଦିଷ୍ଟ ଯୋଜନା ଅଭାବ ରହିଛି।: [21, 1458, 422, 1526]
madhusudan-paragraph: ସେ ଓଡ଼ିଶା ବିଧାନ ପରିଷଦର ସଦସ୍ୟ ଓ ପରେ ମନ୍ତ୍ରୀ ହୋଇଥିଲେ। ସ୍ୱାୟତ୍ତ ଶାସନ ବିଭାଗର ମନ୍ତ୍ରୀ ଭାବେ ସେ ଅନେକ ଜନହିତକାରୀ କାର୍ଯ୍ୟ କରିଥିଲେ। ଦେଶ ସେବା ପାଇଁ ସେ ନିଜର ସମସ୍ତ ସମ୍ପତ୍ତି ଉତ୍ସର୍ଗ କରିଦେଲେ।: [837, 434, 1007, 529]
poem-line: କୁହୁଡ଼ି ତ ଛୁଇଁ, ଧୂଆଁ ଓ କାକର: [37, 2309, 153, 2322]
section-divider: [447, 1287, 1471, 1289]
madhusudan-paragraph: ସେ ଓଡ଼ିଶା ବିଧାନ ପରିଷଦର ସଦସ୍ୟ ଓ ପରେ ମନ୍ତ୍ରୀ ହୋଇଥିଲେ। ସ୍ୱାୟତ୍ତ ଶାସନ ବିଭାଗର ମନ୍ତ୍ରୀ ଭାବେ ସେ ଅନେକ ଜନହିତକାରୀ କାର୍ଯ୍ୟ କରିଥିଲେ। ଦେଶ ସେବା ପାଇଁ ସେ ନିଜର ସମସ୍ତ ସମ୍ପତ୍ତି ଉତ୍ସର୍ଗ କରିଦେଲେ।: [1016, 347, 1188, 442]
poem-line: ମାନ୍ଦ୍ର ଭକ୍ତି ଜାଗରଣରେ ଅଟେ।: [673, 2253, 806, 2265]
poem2-author: ଅରୁଣ କୁମାର ଦାସ: [673, 2089, 808, 2112]
digital-col-1: [447, 1478, 646, 1860]
budget-paragraph: କେନ୍ଦ୍ର ଅର୍ଥମନ୍ତ୍ରୀ ନିର୍ମଳା ସୀତାରମଣଙ୍କ ବଜେଟକୁ ବିଭିନ୍ନ ଦୃଷ୍ଟିକୋଣରୁ ବିଶ୍ଳେଷଣ କରାଯାଉଛି। ଏଥର ଏହା ଶୁଣିବାକୁ ଖୁବ ଭଲ ଲାଗେ କିନ୍ତୁ ଗଭୀରତାରେ ଦେଖିଲେ ଯୋଜନାରେ କ'ଣ ରହିଛି ତାହା ଜାଣିବା ଜରୁରୀ। ଏଥର ବଜେଟରେ ମଧ୍ୟବିତ୍ତଙ୍କ ପାଇଁ ଆୟକର ଛାଡ଼ ଘୋଷଣା କରାଯାଇଛି ଯାହାକୁ ସରକାର ବଡ଼ ସଫଳତା ଭାବେ ପ୍ରଚାର କରୁଛନ୍ତି।: [21, 807, 422, 875]
digital-paragraph: ଡିଜିଟାଲ ଅନ୍ୟମନସ୍କତା ଦୂର କରିବା ପାଇଁ ଆମକୁ ସଚେତନ ହେବାକୁ ପଡ଼ିବ। ନିର୍ଦ୍ଦିଷ୍ଟ ସମୟରେ ଫୋନ ବ୍ୟବହାର, ପରିବାର ସହ ସମୟ ବିତାଇବା ଓ ପ୍ରକୃତି ସହ ସମ୍ପର୍କ ରଖିବା ଆବଶ୍ୟକ।: [1016, 1377, 1234, 1439]
poem-line: ଭୁଲ ପ୍ରମାଣିତ କରି: [1080, 2164, 1162, 2177]
poem-line: ଆଖି ଓ ହୃଦୟ ମଧ୍ୟରେ ଚାଲିଥିବା: [444, 2097, 577, 2110]
poem1-signature: [444, 2331, 631, 2368]
budget-paragraph: ବଜେଟରେ ବିଭିନ୍ନ ଯୋଜନା ପାଇଁ କୋଟି କୋଟି ଟଙ୍କା ବ୍ୟବସ୍ଥା କରାଯାଇଥିଲେ ମଧ୍ୟ ପୂର୍ବ ବର୍ଷର ଅନେକ ଆବଣ୍ଟିତ ଅର୍ଥ ଖର୍ଚ୍ଚ ହୋଇପାରିନାହିଁ। ଗ୍ରାମୀଣ ନିଯୁକ୍ତି ଯୋଜନା, ମଧ୍ୟାହ୍ନ ଭୋଜନ ଓ ସ୍ୱାସ୍ଥ୍ୟ ସେବା ଭଳି ଜନମଙ୍ଗଳ କାର୍ଯ୍ୟକ୍ରମରେ ଆବଶ୍ୟକ ଅନୁପାତରେ ବୃଦ୍ଧି ହୋଇନାହିଁ।: [21, 1535, 422, 1603]
masthead-title: ଧ୍ୱନି ପ୍ରତିଧ୍ୱନି: [81, 55, 466, 125]
poem-line: ଲେକ ଥିବ ଆଲୋକ: [1281, 2073, 1357, 2086]
digital-col-4: [1016, 1375, 1234, 1860]
page-number: ୪: [347, 181, 389, 215]
poem-line: କୁହୁଡ଼ିର ଚାଦର ଘୋଡ଼ି: [37, 2162, 121, 2175]
poem-line: ଏବେ ଜାଲୋଗିଛି କରିଦି: [444, 2208, 533, 2221]
madhusudan-paragraph: ସେ ଓଡ଼ିଶା ବିଧାନ ପରିଷଦର ସଦସ୍ୟ ଓ ପରେ ମନ୍ତ୍ରୀ ହୋଇଥିଲେ। ସ୍ୱାୟତ୍ତ ଶାସନ ବିଭାଗର ମନ୍ତ୍ରୀ ଭାବେ ସେ ଅନେକ ଜନହିତକାରୀ କାର୍ଯ୍ୟ କରିଥିଲେ। ଦେଶ ସେବା ପାଇଁ ସେ ନିଜର ସମସ୍ତ ସମ୍ପତ୍ତି ଉତ୍ସର୍ଗ କରିଦେଲେ।: [1016, 938, 1188, 1033]
signature-phone: ମୋ: ୮୮୯୫୮୮୮୮୮୪: [1395, 1247, 1471, 1259]
author-photo: [447, 139, 648, 369]
madhusudan-paragraph: ଶିଳ୍ପ ବିକାଶ ପାଇଁ ସେ ଉତ୍କଳ ଟ୍ୟାନେରୀ ପ୍ରତିଷ୍ଠା କଲେ। ସୁନା ରୁପାର ତାରକସି କାମ ଓ ହସ୍ତଶିଳ୍ପକୁ ପ୍ରୋତ୍ସାହନ ଦେଲେ। ସେ ବିଶ୍ୱାସ କରୁଥିଲେ ଯେ ଆର୍ଥିକ ସ୍ୱାବଲମ୍ବନ ବିନା ଜାତିର ଉନ୍ନତି ସମ୍ଭବ ନୁହେଁ।: [1016, 834, 1188, 929]
cmk-label-top: CMYK: [740, 6, 771, 18]
digital-paragraph: ଭାରତରେ ଇଣ୍ଟରନେଟ ବ୍ୟବହାରକାରୀଙ୍କ ସଂଖ୍ୟା ଦ୍ରୁତ ଗତିରେ ବୃଦ୍ଧି ପାଉଛି। ଗ୍ରାମାଞ୍ଚଳରେ ମଧ୍ୟ ଡିଜିଟାଲ ସେବା ପହଞ୍ଚିଛି। ସାମାଜିକ ଗଣମାଧ୍ୟମ, ଭିଡିଓ ଓ ଗେମ୍ସ ପ୍ରତି ଆସକ୍ତି ଯୁବପିଢ଼ିଙ୍କ ମଧ୍ୟରେ ବଢ଼ିଚାଲିଛି।: [447, 1584, 646, 1663]
poem-line: ଶୀତ ରାଜେଲୀର ଖାସା: [242, 2330, 326, 2343]
madhusudan-paragraph: ଶିଳ୍ପ ବିକାଶ ପାଇଁ ସେ ଉତ୍କଳ ଟ୍ୟାନେରୀ ପ୍ରତିଷ୍ଠା କଲେ। ସୁନା ରୁପାର ତାରକସି କାମ ଓ ହସ୍ତଶିଳ୍ପକୁ ପ୍ରୋତ୍ସାହନ ଦେଲେ। ସେ ବିଶ୍ୱାସ କରୁଥିଲେ ଯେ ଆର୍ଥିକ ସ୍ୱାବଲମ୍ବନ ବିନା ଜାତିର ଉନ୍ନତି ସମ୍ଭବ ନୁହେଁ।: [1339, 698, 1471, 810]
poem-line: ଜେମିତି ସବୁ ଅନ୍ଧକାର ଲୋଭିଲେ ନିଶ୍ଚିତ: [444, 2244, 601, 2257]
signature-city: ବାଲେଶ୍ୱର-୧: [1416, 1231, 1471, 1243]
madhusudan-col-1: [447, 374, 646, 1282]
madhusudan-paragraph: ସେ ଓଡ଼ିଶା ବିଧାନ ପରିଷଦର ସଦସ୍ୟ ଓ ପରେ ମନ୍ତ୍ରୀ ହୋଇଥିଲେ। ସ୍ୱାୟତ୍ତ ଶାସନ ବିଭାଗର ମନ୍ତ୍ରୀ ଭାବେ ସେ ଅନେକ ଜନହିତକାରୀ କାର୍ଯ୍ୟ କରିଥିଲେ। ଦେଶ ସେବା ପାଇଁ ସେ ନିଜର ସମସ୍ତ ସମ୍ପତ୍ତି ଉତ୍ସର୍ଗ କରିଦେଲେ।: [1339, 819, 1471, 947]
edition-city: ବାଲେଶ୍ୱର: [165, 186, 261, 210]
madhusudan-paragraph: ଏହି ଦିନ ଥିଲା ରବିବାର। ୧୮୪୮ ମସିହା ଫେବ୍ରୁଆରୀ ମାସ ଚାରି ତାରିଖ। ମାଘ ମାସର ଶୁକ୍ଳ ପକ୍ଷ। ସୂର୍ଯ୍ୟ ଉଦିଲେ କି ନାହିଁ ଜାଣି ହେଲା ନାହିଁ। କଟକ ଜିଲ୍ଲାର ସତ୍ୟଭାମାପୁର ଗାଁରେ ଜନ୍ମ ନେଲେ ଏକ ଶିଶୁ। ପିତା ଚୌଧୁରୀ ରଘୁନାଥ ଦାସ ଓ ମାତା ପାର୍ବତୀ ଦେବୀ।: [837, 626, 1007, 721]
poem-line: ସବୁ ଦିକ୍ରା, ବିଦ୍ୟୁମା,ତପସ୍ୱର: [1281, 2055, 1403, 2068]
poem2-sign-city: ଧର୍ମଶାଳା, ଯାଜପୁର: [1281, 2352, 1356, 2365]
budget-paragraph: ଦେଶର ସାଧାରଣ ଜନତା ଆଶା କରିଥିଲେ ଯେ ମୂଲ୍ୟବୃଦ୍ଧି ନିୟନ୍ତ୍ରଣ ଓ ନିଯୁକ୍ତି ସୃଷ୍ଟି ପାଇଁ ଠୋସ୍ ପଦକ୍ଷେପ ନିଆଯିବ। କିନ୍ତୁ ବଜେଟ ଦଲିଲରେ ଏହା ସ୍ପଷ୍ଟ ଭାବେ ଦେଖାଯାଉନାହିଁ। ଅତଏବ ଏହି ବଜେଟ ସାଧାରଣ ଜନତାଙ୍କ ପାଇଁ ନୁହେଁ ବୋଲି କୁହାଯାଇପାରେ।: [21, 1611, 422, 1661]
madhusudan-paragraph: ଓଡ଼ିଶାର ବିଚ୍ଛିନ୍ନ ଅଞ୍ଚଳଗୁଡ଼ିକୁ ଏକତ୍ର କରିବା ପାଇଁ ସେ ୧୯୦୩ ମସିହାରେ ଉତ୍କଳ ସମ୍ମିଳନୀ ଗଠନ କଲେ। ଏହି ସମ୍ମିଳନୀ ଜରିଆରେ ଓଡ଼ିଆ ଜାତିର ଆତ୍ମସମ୍ମାନ ଓ ଭାଷା ଆନ୍ଦୋଳନକୁ ନୂଆ ଦିଗ ମିଳିଲା।: [837, 834, 1007, 912]
madhusudan-paragraph: ଓଡ଼ିଶାର ବିଚ୍ଛିନ୍ନ ଅଞ୍ଚଳଗୁଡ଼ିକୁ ଏକତ୍ର କରିବା ପାଇଁ ସେ ୧୯୦୩ ମସିହାରେ ଉତ୍କଳ ସମ୍ମିଳନୀ ଗଠନ କଲେ। ଏହି ସମ୍ମିଳନୀ ଜରିଆରେ ଓଡ଼ିଆ ଜାତିର ଆତ୍ମସମ୍ମାନ ଓ ଭାଷା ଆନ୍ଦୋଳନକୁ ନୂଆ ଦିଗ ମିଳିଲା।: [657, 347, 827, 425]
poem2-stanza-2: [673, 2274, 880, 2310]
budget-paragraph: କୃଷି, ଶିଳ୍ପ, ଶିକ୍ଷା ଓ ସ୍ୱାସ୍ଥ୍ୟ କ୍ଷେତ୍ରରେ ଆବଣ୍ଟନ ବୃଦ୍ଧି ପାଇଛି ବୋଲି କୁହାଯାଉଛି କିନ୍ତୁ ସାଧାରଣ ଜନତାଙ୍କ ଦୈନନ୍ଦିନ ଜୀବନ ସହ ଜଡ଼ିତ ଦରଦାମ ବୃଦ୍ଧି, ବେକାରି ଓ ଗ୍ରାମୀଣ ଅର୍ଥନୀତି ପାଇଁ ଯଥେଷ୍ଟ ପଦକ୍ଷେପ ନିଆଯାଇନାହିଁ। ଗ୍ରାମାଞ୍ଚଳର କୃଷକ ଓ ଶ୍ରମିକଙ୍କ ଆୟ ବୃଦ୍ଧି ପାଇଁ ନିର୍ଦ୍ଦିଷ୍ଟ ଯୋଜନା ଅଭାବ ରହିଛି।: [21, 1171, 422, 1239]
digital-paragraph: ଆଜିକାଲି ପ୍ରାୟତଃ ସମସ୍ତଙ୍କ ହାତରେ ସ୍ମାର୍ଟଫୋନ ରହିଛି। କୋଟି କୋଟି ଲୋକ ଦିନର ଅଧିକାଂଶ ସମୟ ଇଣ୍ଟରନେଟରେ ବିତାଉଛନ୍ତି। ଏହା ଆମ ଜୀବନକୁ ସହଜ କରିଥିଲେ ମଧ୍ୟ ପାରିବାରିକ ଓ ସାମାଜିକ ସମ୍ପର୍କ ଉପରେ ଗଭୀର ପ୍ରଭାବ ପକାଉଛି।: [657, 1800, 827, 1896]
madhusudan-portrait: [1196, 202, 1473, 586]
madhusudan-paragraph: ପିଲାଦିନରୁ ମଧୁସୂଦନ ଥିଲେ ଅତି ମେଧାବୀ। ଗାଁ ଚାଟଶାଳୀରେ ପ୍ରାରମ୍ଭିକ ଶିକ୍ଷା ଶେଷ କରି ସେ କଟକ ଜିଲ୍ଲା ସ୍କୁଲରେ ପଢ଼ିଲେ। ପରେ କଲିକତା ଯାଇ ଉଚ୍ଚଶିକ୍ଷା ଲାଭ କଲେ। ସେ ଥିଲେ ଓଡ଼ିଶାର ପ୍ରଥମ ସ୍ନାତକ ଓ ପ୍ରଥମ ଆଇନଜୀବୀ।: [447, 480, 646, 559]
poem-line: ଧାର୍ମିକ ଅଧିକ ହୋଇଛି: [673, 2144, 758, 2157]
poem-line: ସର୍ବାଧିକ ନନ୍ଦ: [1080, 2110, 1131, 2122]
poem-line: ଏକ ଅନନ୍ତ ନିଦ୍ରୋଜିତ ପ୍ରେମ: [37, 2364, 165, 2376]
poem-line: ବାପାଙ୍କର ମାରିଛନ୍ତି।: [884, 2246, 976, 2259]
poem-line: ସାନ୍ତ୍ୱନା: [444, 2061, 478, 2073]
poem-line: ଆଖି ଖୋଲାଯାଇଥିବା ଅନ୍ଧ: [37, 2180, 147, 2193]
poem-line: ସହା ଲୁଟି ଆସୁଥିବା ବାସନ୍ତିଙ୍କ: [884, 2301, 1008, 2313]
digital-continued: (ଧରିତ୍ରୀଭଙ୍ଗ ପୃଷ୍ଠା-୨ରେ): [1359, 1841, 1471, 1853]
madhusudan-paragraph: ଓଡ଼ିଶାର ବିଚ୍ଛିନ୍ନ ଅଞ୍ଚଳଗୁଡ଼ିକୁ ଏକତ୍ର କରିବା ପାଇଁ ସେ ୧୯୦୩ ମସିହାରେ ଉତ୍କଳ ସମ୍ମିଳନୀ ଗଠନ କଲେ। ଏହି ସମ୍ମିଳନୀ ଜରିଆରେ ଓଡ଼ିଆ ଜାତିର ଆତ୍ମସମ୍ମାନ ଓ ଭାଷା ଆନ୍ଦୋଳନକୁ ନୂଆ ଦିଗ ମିଳିଲା।: [447, 567, 646, 647]
madhusudan-paragraph: ଶିଳ୍ପ ବିକାଶ ପାଇଁ ସେ ଉତ୍କଳ ଟ୍ୟାନେରୀ ପ୍ରତିଷ୍ଠା କଲେ। ସୁନା ରୁପାର ତାରକସି କାମ ଓ ହସ୍ତଶିଳ୍ପକୁ ପ୍ରୋତ୍ସାହନ ଦେଲେ। ସେ ବିଶ୍ୱାସ କରୁଥିଲେ ଯେ ଆର୍ଥିକ ସ୍ୱାବଲମ୍ବନ ବିନା ଜାତିର ଉନ୍ନତି ସମ୍ଭବ ନୁହେଁ।: [837, 330, 1007, 425]
poem-line: ପ୍ରକୃତି ନଦୀ ପାରି ଛିନ୍ନ ଗଡ଼ିଲେ ବାଟ: [673, 2277, 825, 2289]
crop-mark: [1485, 2409, 1486, 2445]
madhusudan-col-2: [657, 241, 827, 1282]
poem-line: ଗୁଗା ପାଏ ଟେଟେବାଗ: [884, 2283, 969, 2295]
digital-paragraph: ପରିବାରର ସଦସ୍ୟମାନେ ଗୋଟିଏ ଛାତ ତଳେ ରହିଲେ ମଧ୍ୟ ପରସ୍ପର ସହ କଥା ହେବାର ସମୟ କମିଯାଉଛି। ପିଲାମାନେ ବାହାର ଖେଳ ଛାଡ଼ି ମୋବାଇଲ ସ୍କ୍ରିନରେ ବନ୍ଦୀ ହୋଇପଡ଼ୁଛନ୍ତି। ଏହା ମାନସିକ ସ୍ୱାସ୍ଥ୍ୟ ପାଇଁ କ୍ଷତିକାରକ।: [1016, 1676, 1234, 1755]
poem-line: ବଢ଼ି ଆସୁଥିବା ଦୂରଗାମୀ ଦୂରନ୍ତର: [37, 2126, 170, 2138]
